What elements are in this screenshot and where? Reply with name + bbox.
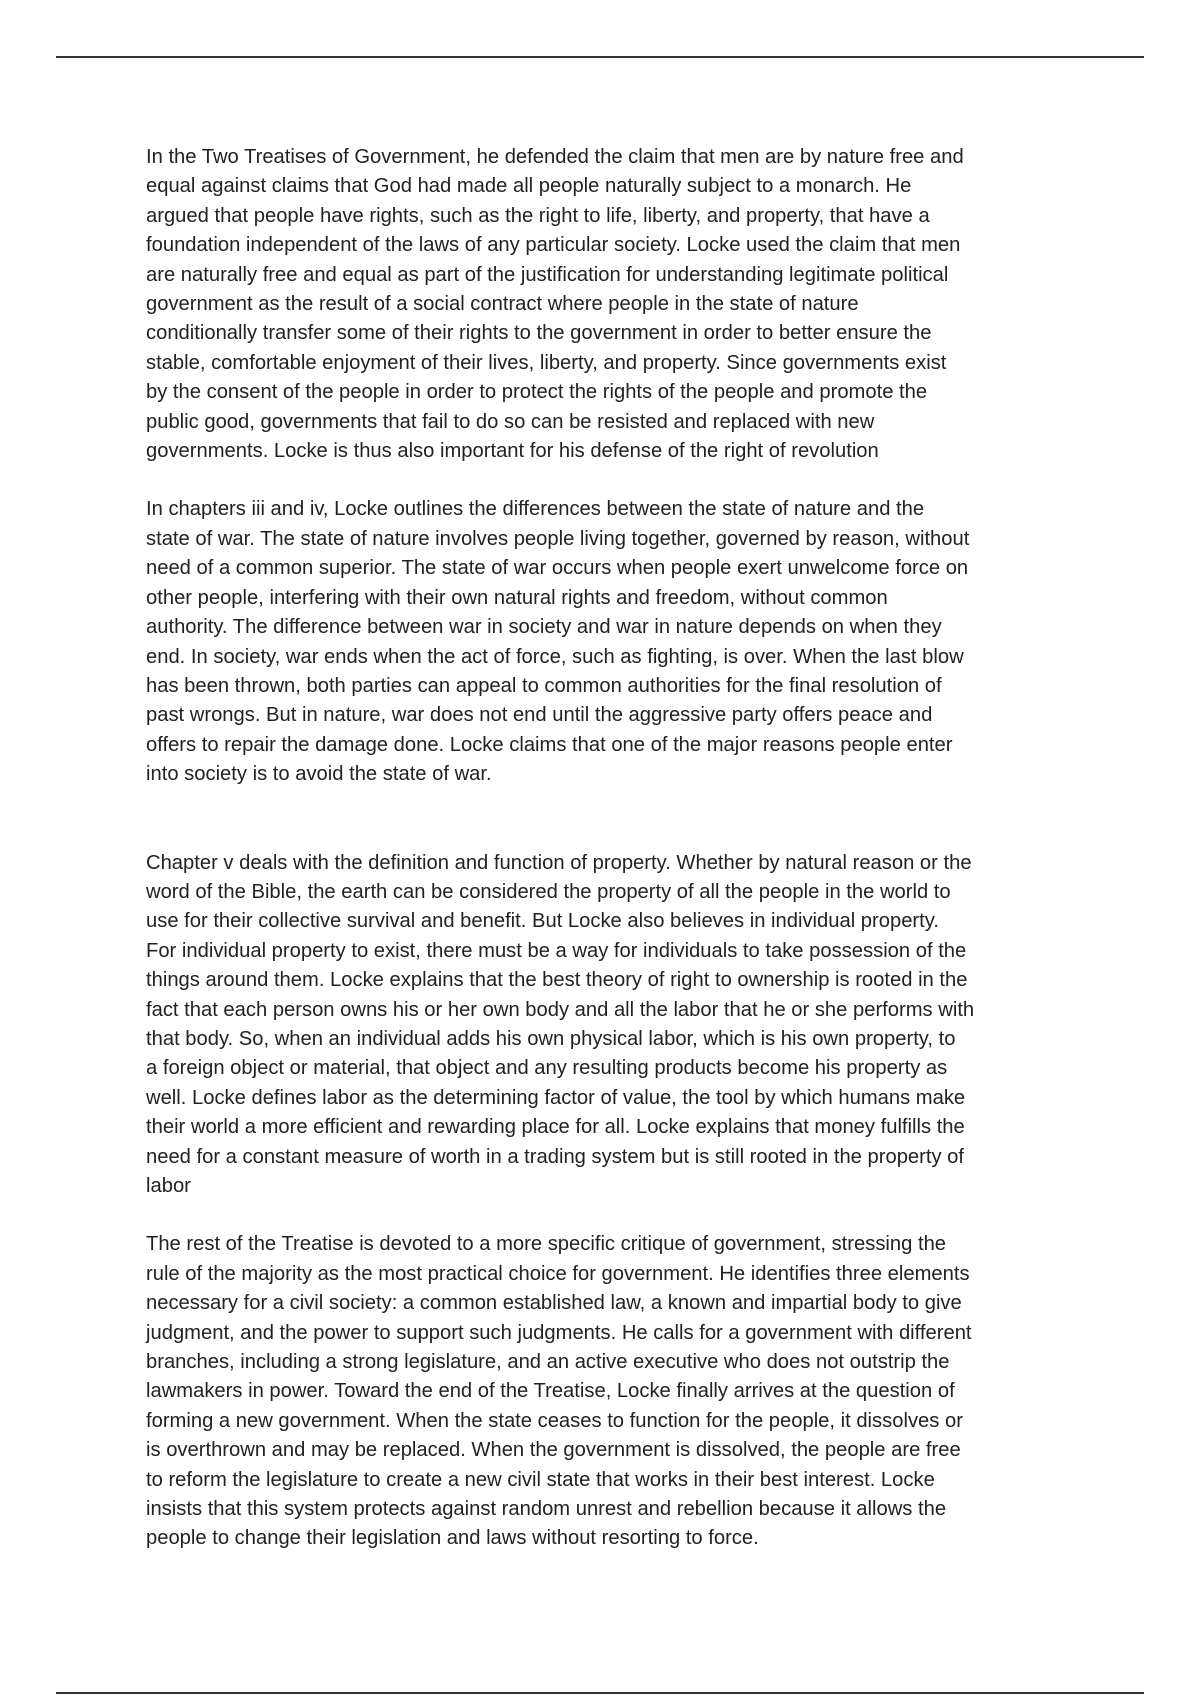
paragraph-property: Chapter v deals with the definition and function of property. Whether by natural reason or the word of the Bible, the earth can be considered the property of all the people in the world to use for their collective survival and benefit. But Locke also believes in individual property. For individual property to exist, there must be a way for individuals to take possession of the things around them. Locke explains that the best theory of right to ownership is rooted in the fact that each person owns his or her own body and all the labor that he or she performs with that body. So, when an individual adds his own physical labor, which is his own property, to a foreign object or material, that object and any resulting products become his property as well. Locke defines labor as the determining factor of value, the tool by which humans make their world a more efficient and rewarding place for all. Locke explains that money fulfills the need for a constant measure of worth in a trading system but is still rooted in the property of labor xyxy=(146,851,975,1197)
paragraph-government: The rest of the Treatise is devoted to a more specific critique of government, stressing the rule of the majority as the most practical choice for government. He identifies three elements necessary for a civil society: a common established law, a known and impartial body to give judgment, and the power to support such judgments. He calls for a government with different branches, including a strong legislature, and an active executive who does not outstrip the lawmakers in power. Toward the end of the Treatise, Locke finally arrives at the question of forming a new government. When the state ceases to function for the people, it dissolves or is overthrown and may be replaced. When the government is dissolved, the people are free to reform the legislature to create a new civil state that works in their best interest. Locke insists that this system protects against random unrest and rebellion because it allows the people to change their legislation and laws without resorting to force. xyxy=(146,1233,972,1550)
document-body xyxy=(146,143,1068,1554)
footer-rule xyxy=(56,1692,1144,1694)
header-rule xyxy=(56,56,1144,58)
paragraph-state-of-war: In chapters iii and iv, Locke outlines the differences between the state of nature and the state of war. The state of nature involves people living together, governed by reason, without need of a common superior. The state of war occurs when people exert unwelcome force on other people, interfering with their own natural rights and freedom, without common authority. The difference between war in society and war in nature depends on when they end. In society, war ends when the act of force, such as fighting, is over. When the last blow has been thrown, both parties can appeal to common authorities for the final resolution of past wrongs. But in nature, war does not end until the aggressive party offers peace and offers to repair the damage done. Locke claims that one of the major reasons people enter into society is to avoid the state of war. xyxy=(146,498,970,786)
paragraph-two-treatises: In the Two Treatises of Government, he defended the claim that men are by nature free and equal against claims that God had made all people naturally subject to a monarch. He argued that people have rights, such as the right to life, liberty, and property, that have a foundation independent of the laws of any particular society. Locke used the claim that men are naturally free and equal as part of the justification for understanding legitimate political government as the result of a social contract where people in the state of nature conditionally transfer some of their rights to the government in order to better ensure the stable, comfortable enjoyment of their lives, liberty, and property. Since governments exist by the consent of the people in order to protect the rights of the people and promote the public good, governments that fail to do so can be resisted and replaced with new governments. Locke is thus also important for his defense of the right of revolution xyxy=(146,146,964,463)
